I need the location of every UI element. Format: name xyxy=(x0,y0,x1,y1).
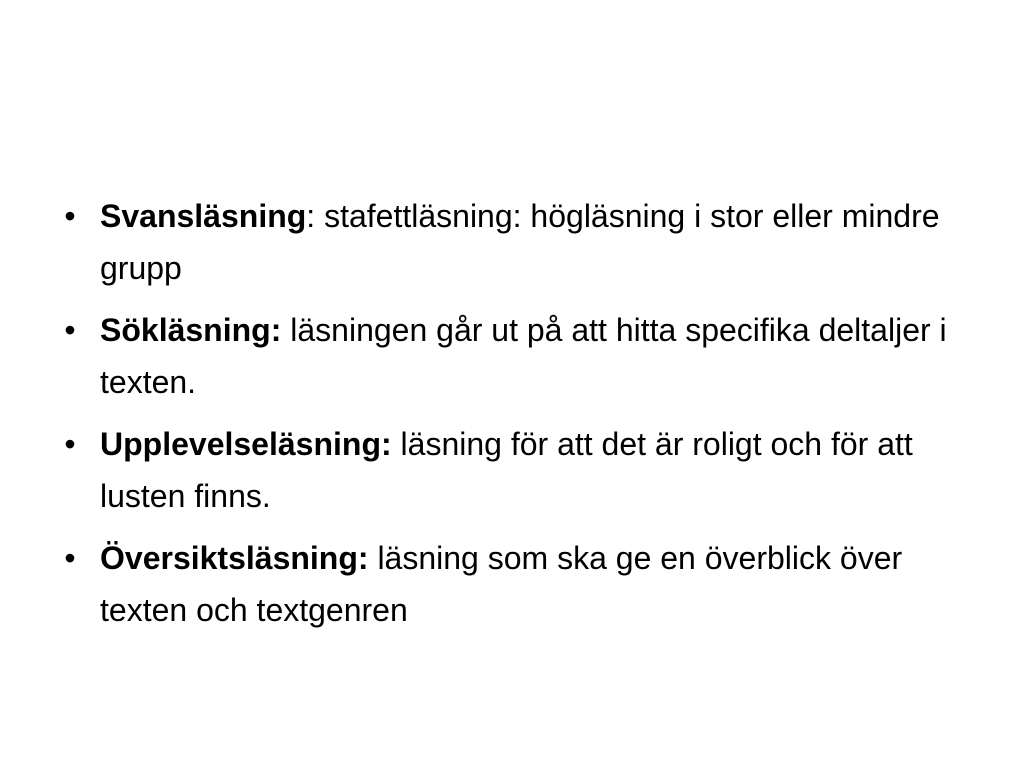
bullet-description: läsning för att det är roligt och för att lusten finns. xyxy=(100,426,913,514)
bullet-description: stafettläsning: högläsning i stor eller mindre grupp xyxy=(100,198,940,286)
bullet-separator xyxy=(281,312,290,348)
bullet-icon: • xyxy=(64,198,76,234)
bullet-separator xyxy=(392,426,401,462)
bullet-term: Svansläsning xyxy=(100,198,307,234)
bullet-icon: • xyxy=(64,426,76,462)
bullet-term: Översiktsläsning: xyxy=(100,540,369,576)
bullet-separator: : xyxy=(306,198,325,234)
bullet-item-oversiktslasning xyxy=(60,532,960,636)
bullet-item-svanslasning xyxy=(60,190,960,294)
bullet-item-upplevelselasning xyxy=(60,418,960,522)
bullet-list xyxy=(60,190,960,646)
bullet-description: läsningen går ut på att hitta specifika deltaljer i texten. xyxy=(100,312,947,400)
bullet-item-soklasning xyxy=(60,304,960,408)
bullet-icon: • xyxy=(64,312,76,348)
bullet-icon: • xyxy=(64,540,76,576)
bullet-term: Upplevelseläsning: xyxy=(100,426,392,462)
bullet-description: läsning som ska ge en överblick över texten och textgenren xyxy=(100,540,903,628)
bullet-term: Sökläsning: xyxy=(100,312,282,348)
